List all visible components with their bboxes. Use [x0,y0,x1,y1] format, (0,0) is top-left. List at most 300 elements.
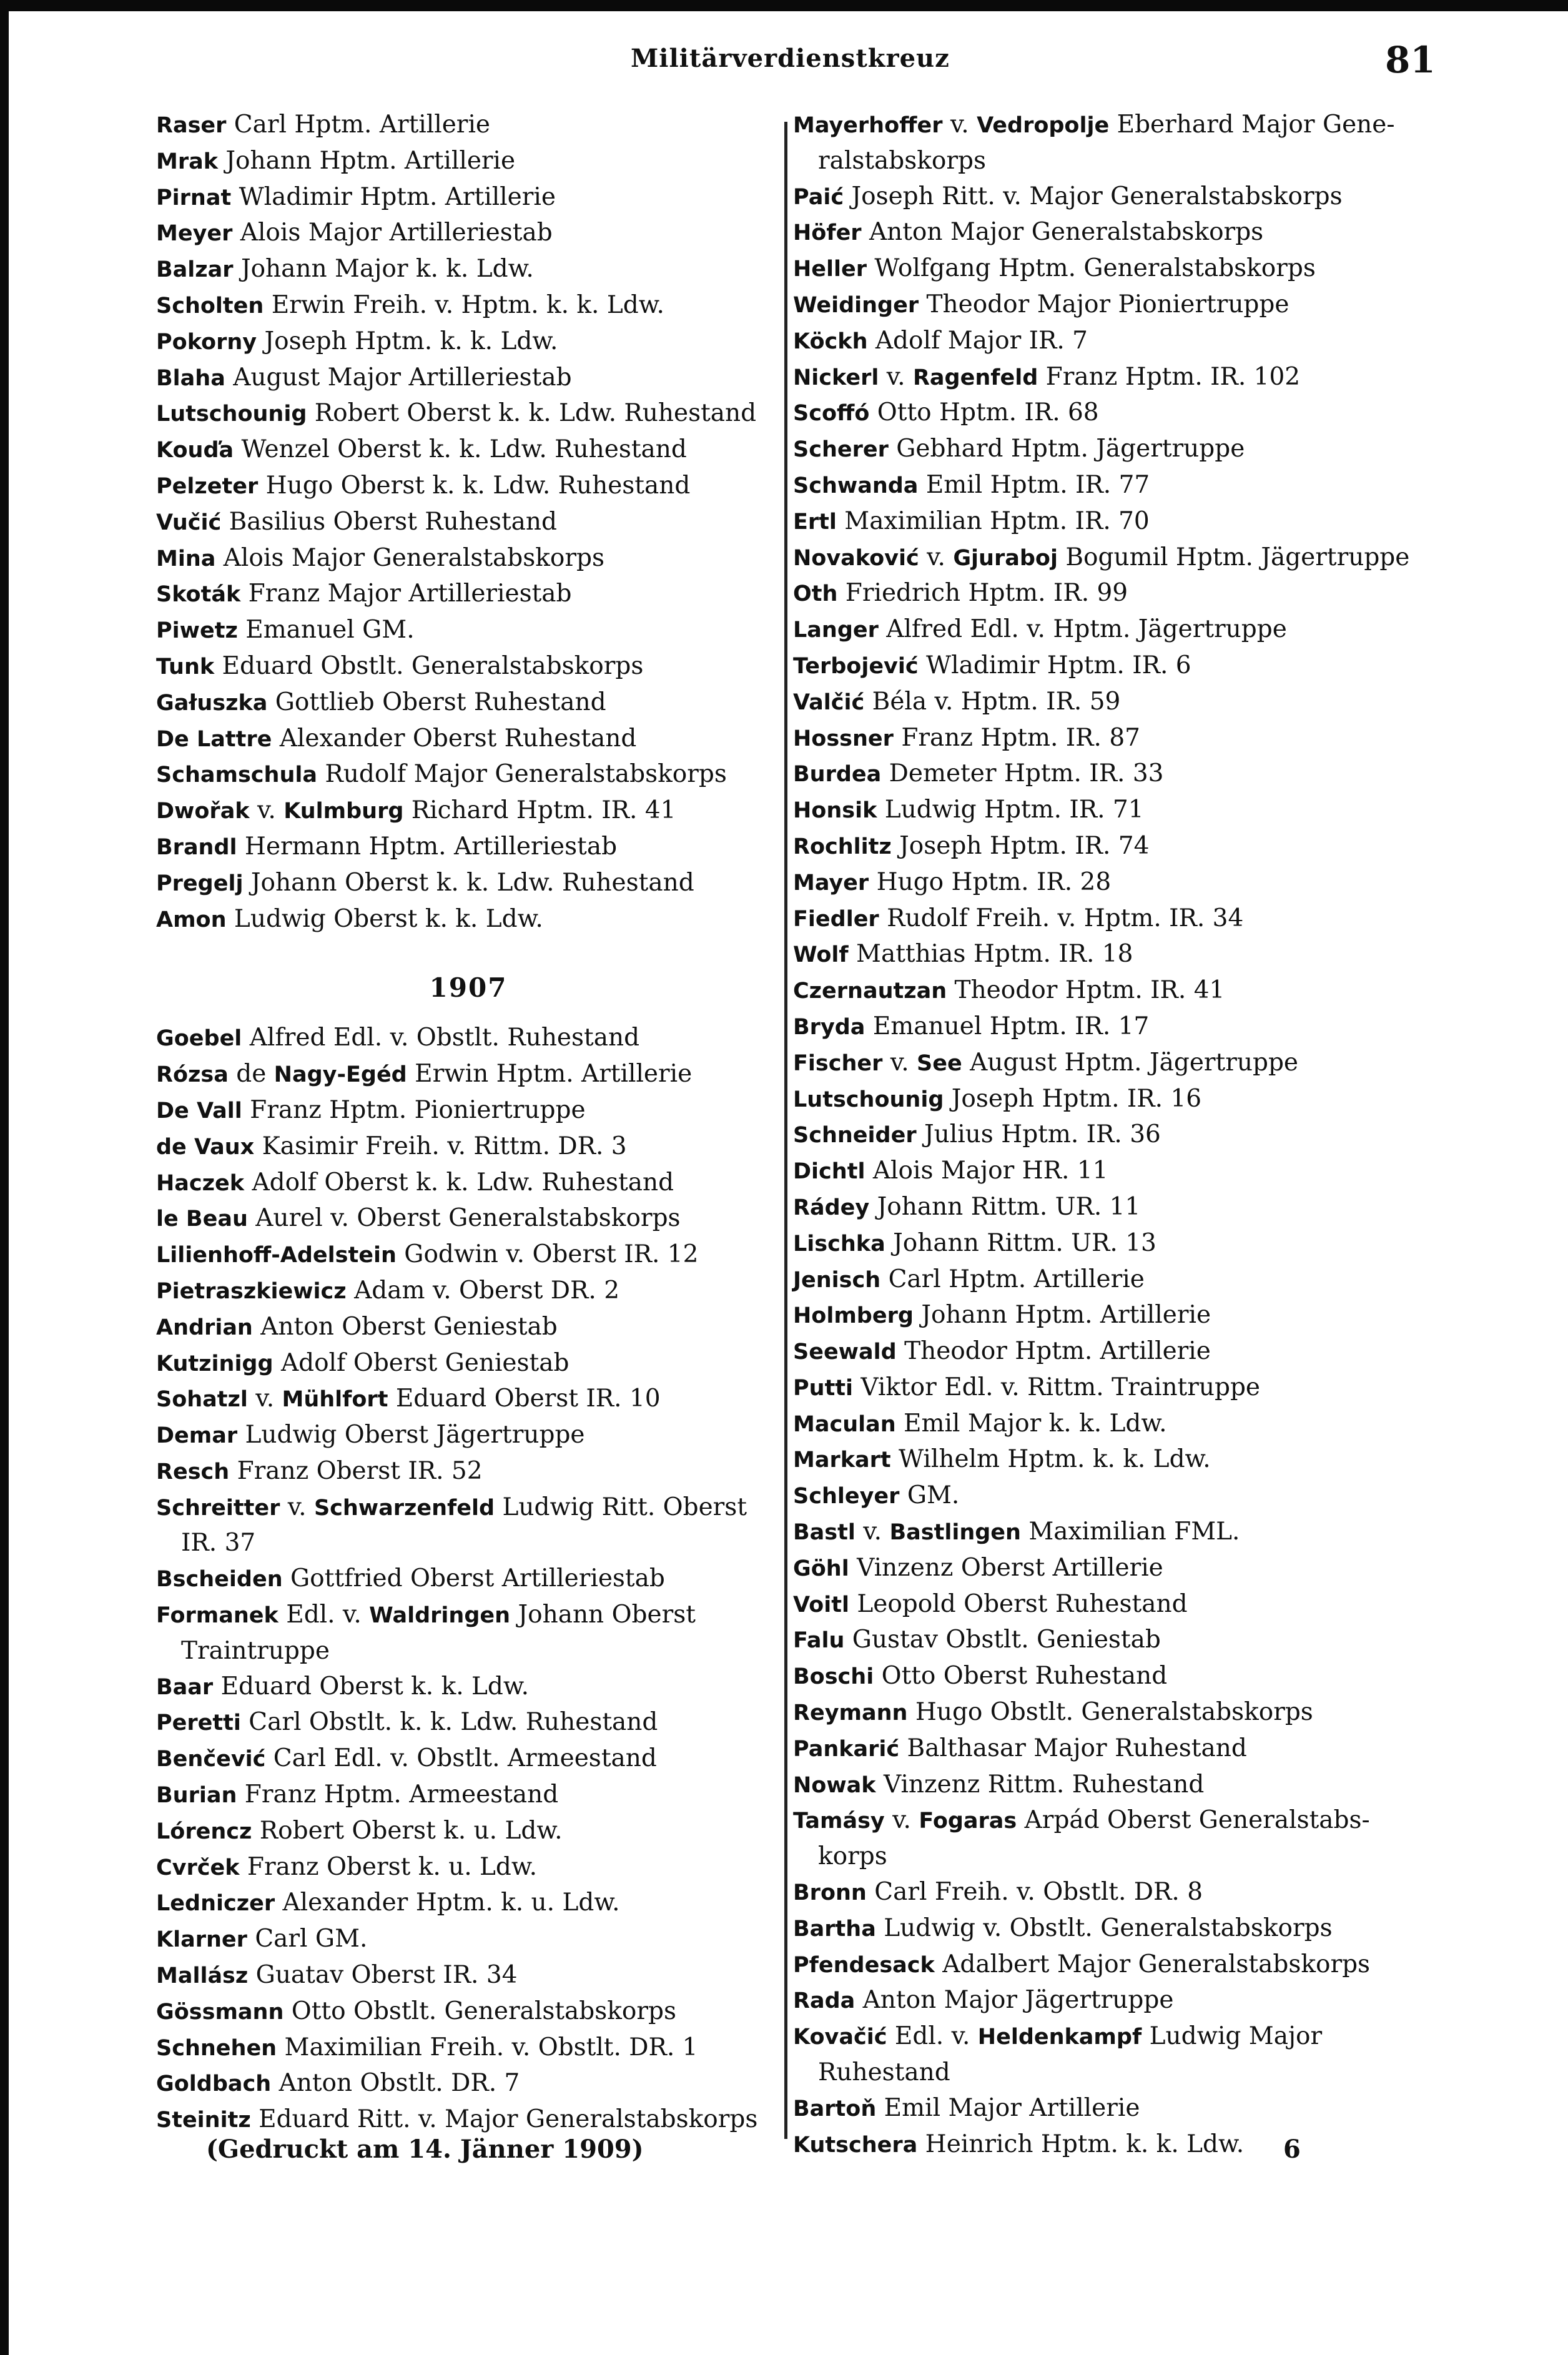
entry-surname: Pietraszkiewicz [156,1278,347,1304]
entry-surname: Haczek [156,1170,245,1196]
list-item [793,1514,1430,1551]
right-column [793,107,1430,2163]
list-1907 [156,1020,781,2138]
entry-surname: Voitl [793,1592,849,1617]
entry-details: Adolf Major IR. 7 [867,326,1088,355]
entry-predicate: Ragenfeld [912,365,1038,390]
entry-details: v. [882,1048,917,1077]
list-item [793,2091,1430,2127]
list-item [156,360,781,397]
entry-surname: Resch [156,1459,230,1484]
entry-details: Emanuel GM. [237,616,415,644]
column-divider [784,122,787,2139]
list-item [793,1298,1430,1334]
list-item [793,540,1430,576]
list-item [156,1777,781,1814]
list-item [793,1803,1430,1839]
entry-details: Alfred Edl. v. Hptm. Jägertruppe [878,615,1287,644]
running-title: Militärverdienstkreuz [631,44,950,73]
list-item [156,1057,781,1093]
entry-details: v. [942,111,977,139]
entry-details: Heinrich Hptm. k. k. Ldw. [917,2130,1245,2158]
list-item [156,396,781,432]
page-footer [0,2132,1568,2172]
entry-details: August Hptm. Jägertruppe [962,1048,1298,1077]
entry-surname: Amon [156,907,227,932]
entry-details: Johann Oberst [510,1601,696,1629]
year-heading: 1907 [429,972,508,1004]
entry-details: Johann Rittm. UR. 13 [885,1228,1156,1257]
entry-details: Gottfried Oberst Artilleriestab [282,1564,665,1593]
entry-details: Demeter Hptm. IR. 33 [881,759,1164,788]
list-item [793,1226,1430,1262]
entry-details: v. [919,543,954,571]
entry-details: Gebhard Hptm. Jägertruppe [888,435,1245,463]
entry-details: Eberhard Major Gene- [1109,111,1395,139]
list-item [793,215,1430,251]
entry-details: Hugo Oberst k. k. Ldw. Ruhestand [258,471,691,500]
entry-details: Carl GM. [247,1925,368,1953]
entry-details: Ludwig v. Obstlt. Generalstabskorps [875,1913,1333,1942]
entry-surname: Jenisch [793,1267,881,1293]
entry-surname: Kovačić [793,2025,887,2050]
entry-details: Hermann Hptm. Artilleriestab [237,832,618,861]
entry-details: Wladimir Hptm. IR. 6 [918,651,1191,679]
list-item [156,2030,781,2066]
entry-continuation: korps [818,1842,887,1871]
entry-details: Emil Major Artillerie [876,2093,1140,2122]
entry-surname: Benčević [156,1747,266,1772]
list-item [793,1731,1430,1767]
entry-details: Ludwig Major [1141,2022,1323,2051]
list-item [156,1381,781,1418]
entry-details: Alexander Hptm. k. u. Ldw. [275,1888,620,1917]
list-item [156,1237,781,1273]
list-item [793,251,1430,287]
entry-details: Vinzenz Rittm. Ruhestand [875,1770,1205,1799]
list-item [156,324,781,360]
entry-predicate: Bastlingen [889,1520,1021,1546]
entry-surname: Rádey [793,1195,870,1220]
list-item [156,1346,781,1382]
list-item [793,684,1430,721]
entry-details: Emil Major k. k. Ldw. [895,1409,1167,1438]
list-item [156,1634,781,1669]
entry-details: Johann Hptm. Artillerie [217,146,516,175]
entry-details: Joseph Hptm. IR. 74 [891,831,1150,860]
list-item [156,1201,781,1237]
list-item [156,144,781,180]
entry-details: Carl Freih. v. Obstlt. DR. 8 [866,1878,1203,1907]
list-item [793,1262,1430,1298]
list-item [793,360,1430,396]
list-item [793,1045,1430,1082]
entry-details: Ludwig Oberst k. k. Ldw. [226,904,543,933]
entry-details: v. [249,796,284,825]
entry-details: Joseph Hptm. k. k. Ldw. [257,327,558,355]
list-item [156,721,781,758]
entry-details: Rudolf Freih. v. Hptm. IR. 34 [879,904,1244,932]
entry-continuation: Ruhestand [818,2058,950,2087]
list-item [793,721,1430,757]
list-item [793,1875,1430,1911]
entry-surname: Schamschula [156,763,317,788]
entry-details: Carl Hptm. Artillerie [880,1265,1145,1293]
entry-details: v. [247,1385,282,1413]
entry-details: Edl. v. [278,1601,370,1629]
entry-surname: Bastl [793,1520,855,1546]
list-item [156,613,781,649]
signature-mark: 6 [1283,2135,1301,2164]
entry-details: Guatav Oberst IR. 34 [248,1961,518,1990]
entry-surname: Schnehen [156,2035,277,2061]
entry-surname: Gössmann [156,1999,284,2025]
list-item [156,1526,781,1561]
list-item [793,1153,1430,1190]
entry-surname: Raser [156,113,227,138]
list-item [156,1454,781,1490]
list-item [793,1767,1430,1804]
entry-surname: Köckh [793,328,868,354]
entry-surname: Mina [156,546,216,571]
list-item [156,1418,781,1454]
list-item [156,649,781,685]
entry-details: Rudolf Major Generalstabskorps [317,760,727,789]
entry-predicate: Fogaras [919,1809,1017,1834]
list-item [156,829,781,866]
list-item [156,685,781,721]
entry-surname: Seewald [793,1340,897,1365]
list-item [156,902,781,938]
entry-surname: Pirnat [156,185,232,210]
entry-surname: Wolf [793,942,849,968]
entry-details: Richard Hptm. IR. 41 [403,796,676,825]
entry-surname: Schreitter [156,1495,280,1521]
entry-details: Friedrich Hptm. IR. 99 [837,579,1128,608]
list-item [156,180,781,216]
list-item [793,1622,1430,1659]
entry-surname: Boschi [793,1664,874,1690]
entry-details: Johann Oberst k. k. Ldw. Ruhestand [243,868,694,897]
entry-surname: Lórencz [156,1819,252,1844]
entry-surname: Scholten [156,293,264,318]
entry-details: Maximilian Hptm. IR. 70 [836,506,1150,535]
entry-predicate: Vedropolje [977,113,1110,138]
list-item [793,468,1430,504]
entry-surname: Pregelj [156,871,244,896]
list-1907-continued [793,107,1430,2163]
entry-surname: De Vall [156,1098,242,1123]
entry-surname: Goebel [156,1026,242,1052]
entry-details: Franz Hptm. IR. 102 [1038,362,1301,391]
entry-surname: Meyer [156,221,233,247]
entry-surname: Cvrček [156,1855,240,1880]
list-item [793,1082,1430,1118]
list-item [156,1129,781,1165]
entry-details: Eduard Ritt. v. Major Generalstabskorps [250,2105,758,2134]
entry-details: GM. [899,1481,960,1510]
entry-surname: Weidinger [793,292,919,318]
entry-details: Eduard Oberst k. k. Ldw. [213,1672,530,1701]
entry-surname: Oth [793,581,838,607]
entry-surname: Czernautzan [793,979,947,1004]
entry-surname: Valčić [793,689,865,715]
entry-details: Maximilian FML. [1020,1518,1240,1546]
list-item [793,973,1430,1009]
entry-surname: Pokorny [156,329,257,355]
entry-surname: Reymann [793,1701,908,1726]
list-item [793,144,1430,179]
entry-details: Arpád Oberst Generalstabs- [1017,1806,1370,1835]
entry-surname: Kutzinigg [156,1351,274,1376]
entry-surname: Gałuszka [156,690,268,716]
entry-details: Otto Obstlt. Generalstabskorps [284,1997,676,2025]
entry-predicate: See [917,1050,962,1076]
list-item [793,1370,1430,1406]
list-item [156,1561,781,1597]
entry-details: Adalbert Major Generalstabskorps [934,1950,1371,1978]
list-item [793,1839,1430,1875]
list-item [156,1814,781,1850]
entry-details: Alois Major Generalstabskorps [215,543,605,572]
entry-surname: Peretti [156,1711,241,1736]
list-item [793,2019,1430,2055]
list-item [156,1669,781,1706]
entry-details: Alexander Oberst Ruhestand [272,724,637,753]
entry-surname: Scherer [793,437,889,463]
entry-details: Aurel v. Oberst Generalstabskorps [247,1204,681,1233]
list-item [793,1442,1430,1478]
list-item [793,2055,1430,2091]
entry-surname: Schleyer [793,1484,900,1509]
entry-surname: Baar [156,1674,214,1700]
entry-details: Gottlieb Oberst Ruhestand [267,688,606,716]
entry-details: Matthias Hptm. IR. 18 [848,940,1133,969]
entry-surname: Burian [156,1783,237,1809]
entry-details: Johann Rittm. UR. 11 [869,1192,1141,1221]
list-item [793,179,1430,215]
list-item [156,1958,781,1994]
entry-surname: Demar [156,1423,238,1449]
entry-surname: Mayer [793,870,869,896]
entry-surname: Pelzeter [156,473,259,499]
entry-surname: Rochlitz [793,834,892,859]
entry-details: Hugo Hptm. IR. 28 [869,867,1112,896]
entry-details: v. [855,1518,890,1546]
entry-predicate: Schwarzenfeld [313,1495,495,1521]
entry-surname: Mallász [156,1963,249,1989]
list-item [793,792,1430,829]
list-item [793,1587,1430,1623]
entry-surname: Markart [793,1448,891,1473]
entry-details: v. [879,362,913,391]
list-item [793,1983,1430,2019]
entry-continuation: IR. 37 [181,1529,256,1558]
entry-details: Edl. v. [887,2022,978,2051]
list-item [793,1190,1430,1226]
entry-surname: Dwořak [156,799,250,824]
list-item [793,432,1430,468]
list-item [156,1705,781,1741]
list-item [793,865,1430,901]
entry-surname: Rada [793,1988,855,2014]
entry-surname: Blaha [156,365,225,391]
entry-surname: Bartha [793,1916,876,1942]
list-item [793,1117,1430,1153]
entry-details: Gustav Obstlt. Geniestab [844,1626,1161,1654]
entry-details: Basilius Oberst Ruhestand [221,507,557,536]
list-item [793,1551,1430,1587]
entry-surname: Sohatzl [156,1387,248,1413]
left-column [156,107,781,2138]
entry-details: v. [884,1806,919,1835]
entry-details: Anton Major Generalstabskorps [861,218,1264,247]
entry-predicate: Gjuraboj [953,545,1058,571]
entry-details: Ludwig Ritt. Oberst [495,1493,747,1521]
entry-surname: Kouďa [156,438,234,463]
entry-surname: Vučić [156,510,222,535]
entry-surname: Terbojević [793,653,919,679]
list-item [793,901,1430,937]
list-item [156,1741,781,1777]
list-item [793,1947,1430,1983]
list-item [156,541,781,577]
entry-surname: Mrak [156,149,218,174]
entry-details: Robert Oberst k. u. Ldw. [252,1816,563,1845]
entry-details: Adolf Oberst Geniestab [273,1348,570,1377]
entry-surname: Putti [793,1375,854,1401]
list-item [156,1165,781,1202]
entry-surname: Balzar [156,257,234,283]
list-1906-continued [156,107,781,937]
entry-surname: Falu [793,1628,845,1654]
entry-details: Wilhelm Hptm. k. k. Ldw. [890,1445,1211,1474]
entry-details: Theodor Hptm. IR. 41 [947,976,1225,1005]
entry-details: Otto Oberst Ruhestand [874,1662,1168,1691]
list-item [793,648,1430,684]
entry-details: Julius Hptm. IR. 36 [916,1120,1161,1149]
list-item [793,1911,1430,1947]
entry-surname: Holmberg [793,1303,914,1329]
list-item [793,1406,1430,1443]
entry-surname: Pfendesack [793,1952,935,1978]
entry-surname: Bryda [793,1014,865,1040]
entry-details: de [228,1060,274,1089]
entry-details: Wolfgang Hptm. Generalstabskorps [867,254,1316,283]
list-item [156,432,781,468]
entry-surname: Ledniczer [156,1891,275,1917]
list-item [156,107,781,144]
list-item [156,215,781,252]
entry-predicate: Heldenkampf [977,2025,1142,2050]
list-item [156,1597,781,1634]
entry-details: Robert Oberst k. k. Ldw. Ruhestand [307,399,757,428]
entry-details: Joseph Hptm. IR. 16 [944,1084,1202,1113]
entry-surname: Paić [793,184,844,210]
entry-surname: Steinitz [156,2108,251,2133]
entry-details: Anton Major Jägertruppe [855,1986,1174,2015]
list-item [156,1994,781,2030]
entry-details: Erwin Hptm. Artillerie [407,1060,693,1089]
scan-border-left [0,0,9,2355]
entry-details: Theodor Major Pioniertruppe [919,290,1289,318]
entry-surname: De Lattre [156,726,272,752]
entry-details: Carl Hptm. Artillerie [226,111,491,139]
entry-details: Anton Oberst Geniestab [252,1312,558,1341]
entry-surname: Honsik [793,798,877,824]
list-item [793,756,1430,792]
entry-surname: Tunk [156,654,215,679]
entry-surname: Heller [793,257,867,282]
entry-details: Carl Edl. v. Obstlt. Armeestand [265,1744,657,1773]
list-item [793,1695,1430,1731]
list-item [156,468,781,505]
entry-details: Eduard Obstlt. Generalstabskorps [214,651,644,680]
entry-details: Carl Obstlt. k. k. Ldw. Ruhestand [240,1708,658,1737]
list-item [156,1310,781,1346]
entry-details: Viktor Edl. v. Rittm. Traintruppe [853,1373,1261,1401]
entry-surname: Lutschounig [156,402,307,427]
entry-surname: Burdea [793,762,882,787]
entry-details: Johann Major k. k. Ldw. [233,255,534,284]
entry-surname: Maculan [793,1411,896,1437]
entry-surname: Fischer [793,1050,883,1076]
entry-surname: Formanek [156,1603,279,1629]
list-item [793,504,1430,540]
entry-details: Maximilian Freih. v. Obstlt. DR. 1 [277,2033,698,2061]
entry-details: Leopold Oberst Ruhestand [849,1589,1188,1618]
list-item [793,576,1430,612]
list-item [156,1273,781,1310]
list-item [156,866,781,902]
entry-details: Balthasar Major Ruhestand [899,1734,1247,1762]
list-item [156,1490,781,1526]
entry-details: Alois Major Artilleriestab [232,219,553,247]
entry-details: Wladimir Hptm. Artillerie [231,182,556,211]
entry-details: Adam v. Oberst DR. 2 [346,1276,620,1305]
entry-surname: Novaković [793,545,919,571]
entry-surname: Nowak [793,1772,876,1798]
list-item [156,1093,781,1129]
entry-details: Franz Oberst IR. 52 [229,1456,483,1485]
entry-details: August Major Artilleriestab [225,363,572,392]
entry-surname: Ertl [793,509,837,535]
entry-details: Alois Major HR. 11 [865,1157,1108,1185]
entry-predicate: Nagy-Egéd [274,1062,407,1088]
list-item [156,757,781,793]
entry-details: Joseph Ritt. v. Major Generalstabskorps [844,182,1343,210]
entry-surname: Scoffó [793,401,870,427]
list-item [156,1885,781,1922]
print-date-note: (Gedruckt am 14. Jänner 1909) [206,2135,644,2164]
entry-details: Eduard Oberst IR. 10 [388,1385,661,1413]
entry-details: Anton Obstlt. DR. 7 [271,2069,520,2098]
entry-surname: Bartoň [793,2096,877,2121]
entry-surname: Fiedler [793,906,879,932]
list-item [793,1478,1430,1514]
entry-details: Ludwig Hptm. IR. 71 [877,796,1144,824]
list-item [156,1850,781,1886]
entry-details: Erwin Freih. v. Hptm. k. k. Ldw. [264,290,664,319]
entry-details: Franz Oberst k. u. Ldw. [239,1852,538,1881]
entry-surname: Andrian [156,1315,253,1340]
entry-surname: Klarner [156,1927,247,1953]
entry-details: Wenzel Oberst k. k. Ldw. Ruhestand [234,435,687,464]
list-item [793,937,1430,973]
entry-surname: Kutschera [793,2132,918,2158]
entry-details: Franz Hptm. IR. 87 [893,723,1140,752]
entry-details: Vinzenz Oberst Artillerie [849,1553,1163,1582]
